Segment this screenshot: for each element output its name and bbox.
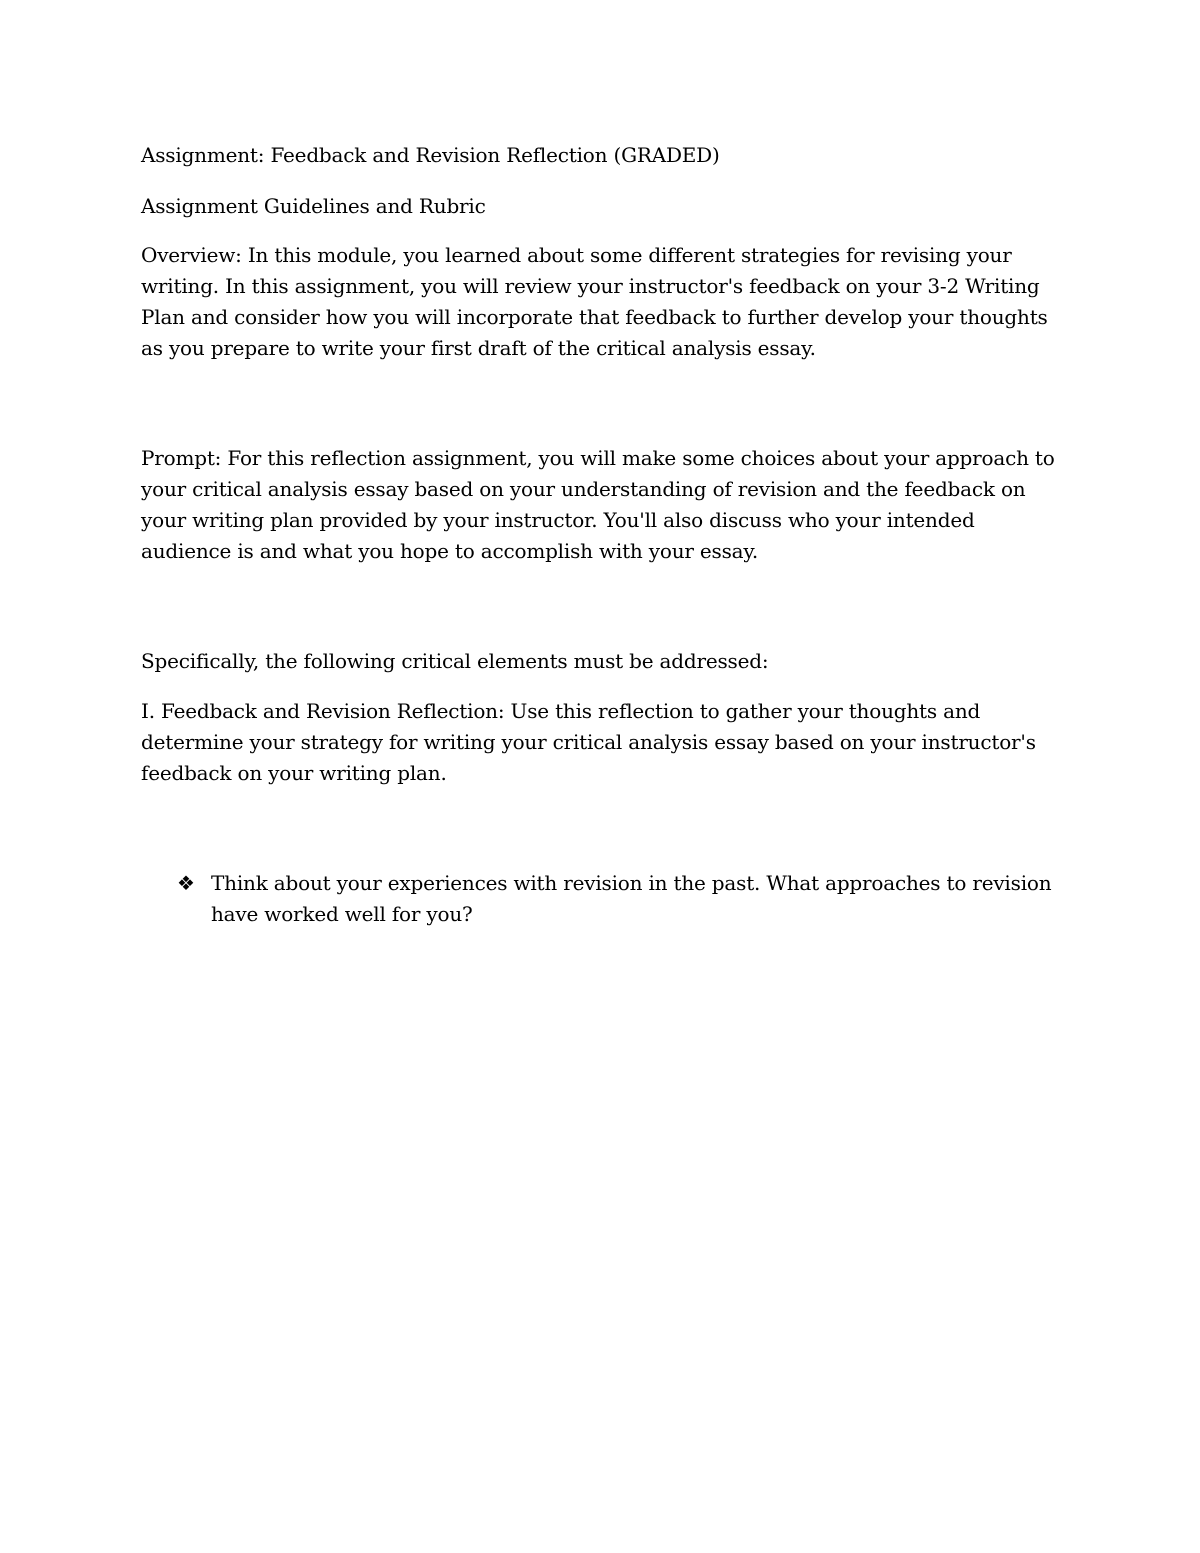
diamond-bullet-icon: ❖ xyxy=(177,871,195,895)
bullet-text: Think about your experiences with revision in the past. What approaches to revision have worked well for you? xyxy=(211,871,1052,926)
overview-paragraph: Overview: In this module, you learned about some different strategies for revising your writing. In this assignment, you will review your instructor's feedback on your 3-2 Writing Plan and consider how you will incorporate that feedback to further develop your thoughts as you prepare to write your first draft of the critical analysis essay. xyxy=(141,243,1048,360)
document-body xyxy=(141,140,1066,930)
assignment-title: Assignment: Feedback and Revision Reflection (GRADED) xyxy=(141,143,720,167)
prompt-paragraph: Prompt: For this reflection assignment, you will make some choices about your approach to your critical analysis essay based on your understanding of revision and the feedback on your writing plan provided by your instructor. You'll also discuss who your intended audience is and what you hope to accomplish with your essay. xyxy=(141,446,1055,563)
critical-element-1: I. Feedback and Revision Reflection: Use this reflection to gather your thoughts and determine your strategy for writing your critical analysis essay based on your instructor's feedback on your writing plan. xyxy=(141,699,1036,785)
assignment-subtitle: Assignment Guidelines and Rubric xyxy=(141,194,486,218)
list-item xyxy=(141,868,1066,930)
critical-elements-intro: Specifically, the following critical elements must be addressed: xyxy=(141,649,769,673)
bullet-list xyxy=(141,868,1066,930)
